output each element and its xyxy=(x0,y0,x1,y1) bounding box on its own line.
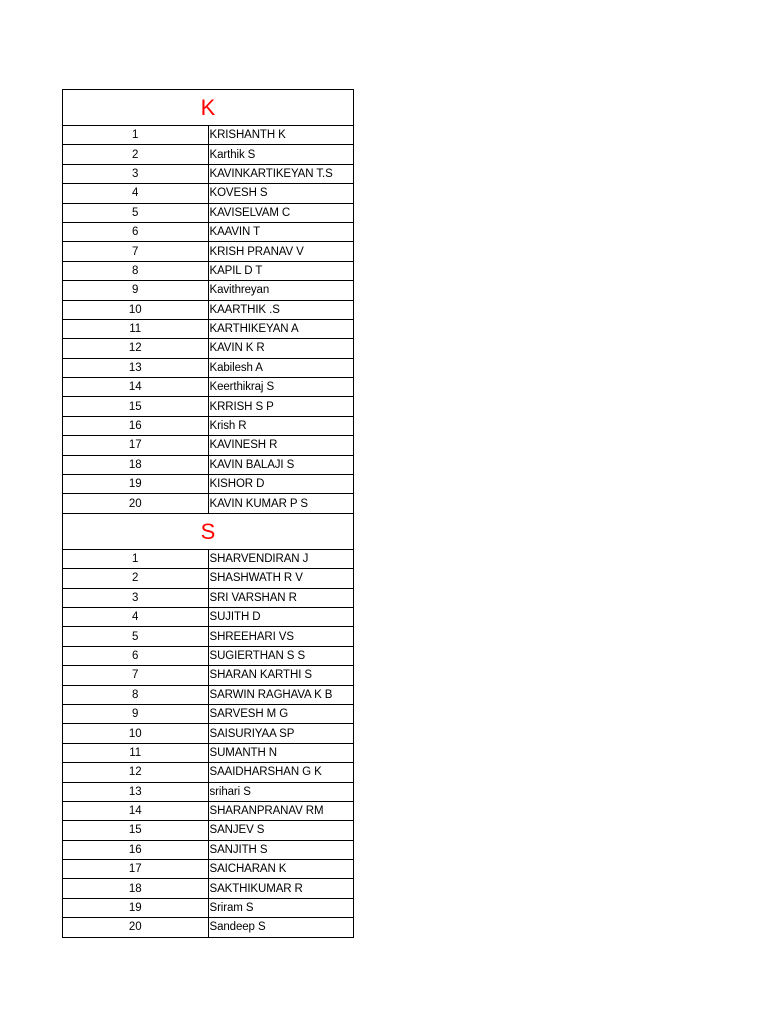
student-name: SARVESH M G xyxy=(208,704,354,723)
student-roster-table xyxy=(62,89,354,938)
student-name: KRISHANTH K xyxy=(208,126,354,145)
table-row xyxy=(63,724,354,743)
student-name: KARTHIKEYAN A xyxy=(208,319,354,338)
table-row xyxy=(63,319,354,338)
row-number: 6 xyxy=(63,222,209,241)
row-number: 17 xyxy=(63,436,209,455)
table-row xyxy=(63,782,354,801)
table-row xyxy=(63,821,354,840)
student-name: KAAVIN T xyxy=(208,222,354,241)
row-number: 3 xyxy=(63,588,209,607)
row-number: 7 xyxy=(63,666,209,685)
student-name: Keerthikraj S xyxy=(208,378,354,397)
row-number: 1 xyxy=(63,126,209,145)
table-row xyxy=(63,588,354,607)
student-name: KAVINKARTIKEYAN T.S xyxy=(208,164,354,183)
row-number: 7 xyxy=(63,242,209,261)
table-row xyxy=(63,898,354,917)
student-name: KAVIN BALAJI S xyxy=(208,455,354,474)
table-row xyxy=(63,455,354,474)
table-row xyxy=(63,685,354,704)
student-name: SHARAN KARTHI S xyxy=(208,666,354,685)
row-number: 11 xyxy=(63,743,209,762)
section-letter-heading: K xyxy=(63,90,354,126)
student-name: SUJITH D xyxy=(208,607,354,626)
row-number: 18 xyxy=(63,455,209,474)
row-number: 9 xyxy=(63,281,209,300)
table-row xyxy=(63,184,354,203)
student-name: Karthik S xyxy=(208,145,354,164)
table-row xyxy=(63,494,354,513)
table-row xyxy=(63,339,354,358)
table-row xyxy=(63,145,354,164)
student-name: KOVESH S xyxy=(208,184,354,203)
student-name: SAICHARAN K xyxy=(208,860,354,879)
table-row xyxy=(63,549,354,568)
table-row xyxy=(63,801,354,820)
table-row xyxy=(63,358,354,377)
student-name: SHREEHARI VS xyxy=(208,627,354,646)
table-row xyxy=(63,918,354,937)
table-row xyxy=(63,840,354,859)
section-letter-heading: S xyxy=(63,513,354,549)
table-row xyxy=(63,203,354,222)
row-number: 20 xyxy=(63,918,209,937)
student-name: SRI VARSHAN R xyxy=(208,588,354,607)
table-row xyxy=(63,281,354,300)
student-name: SUGIERTHAN S S xyxy=(208,646,354,665)
row-number: 18 xyxy=(63,879,209,898)
row-number: 6 xyxy=(63,646,209,665)
student-name: KRISH PRANAV V xyxy=(208,242,354,261)
row-number: 4 xyxy=(63,184,209,203)
table-row xyxy=(63,378,354,397)
table-row xyxy=(63,666,354,685)
row-number: 13 xyxy=(63,358,209,377)
table-row xyxy=(63,300,354,319)
row-number: 12 xyxy=(63,763,209,782)
student-name: SHARVENDIRAN J xyxy=(208,549,354,568)
table-row xyxy=(63,416,354,435)
student-name: SHARANPRANAV RM xyxy=(208,801,354,820)
student-name: SARWIN RAGHAVA K B xyxy=(208,685,354,704)
row-number: 12 xyxy=(63,339,209,358)
row-number: 14 xyxy=(63,801,209,820)
table-row xyxy=(63,126,354,145)
row-number: 8 xyxy=(63,685,209,704)
row-number: 11 xyxy=(63,319,209,338)
table-row xyxy=(63,397,354,416)
row-number: 3 xyxy=(63,164,209,183)
row-number: 10 xyxy=(63,724,209,743)
student-name: SAISURIYAA SP xyxy=(208,724,354,743)
student-name: KAVIN K R xyxy=(208,339,354,358)
row-number: 5 xyxy=(63,627,209,646)
student-name: KAVISELVAM C xyxy=(208,203,354,222)
student-name: Krish R xyxy=(208,416,354,435)
student-name: SAAIDHARSHAN G K xyxy=(208,763,354,782)
table-row xyxy=(63,860,354,879)
student-name: Sriram S xyxy=(208,898,354,917)
table-row xyxy=(63,763,354,782)
row-number: 5 xyxy=(63,203,209,222)
student-name: KISHOR D xyxy=(208,475,354,494)
student-name: SUMANTH N xyxy=(208,743,354,762)
student-name: SANJEV S xyxy=(208,821,354,840)
student-name: KAARTHIK .S xyxy=(208,300,354,319)
table-row xyxy=(63,607,354,626)
student-name: Kabilesh A xyxy=(208,358,354,377)
row-number: 1 xyxy=(63,549,209,568)
table-row xyxy=(63,743,354,762)
row-number: 16 xyxy=(63,840,209,859)
row-number: 19 xyxy=(63,898,209,917)
section-header-row xyxy=(63,513,354,549)
table-row xyxy=(63,569,354,588)
student-name: KAPIL D T xyxy=(208,261,354,280)
row-number: 17 xyxy=(63,860,209,879)
student-name: KAVINESH R xyxy=(208,436,354,455)
table-row xyxy=(63,879,354,898)
row-number: 8 xyxy=(63,261,209,280)
table-row xyxy=(63,164,354,183)
table-row xyxy=(63,627,354,646)
row-number: 9 xyxy=(63,704,209,723)
row-number: 13 xyxy=(63,782,209,801)
row-number: 2 xyxy=(63,569,209,588)
table-row xyxy=(63,704,354,723)
student-name: SAKTHIKUMAR R xyxy=(208,879,354,898)
row-number: 16 xyxy=(63,416,209,435)
row-number: 15 xyxy=(63,397,209,416)
row-number: 15 xyxy=(63,821,209,840)
row-number: 20 xyxy=(63,494,209,513)
row-number: 2 xyxy=(63,145,209,164)
table-row xyxy=(63,242,354,261)
student-name: KRRISH S P xyxy=(208,397,354,416)
student-name: Kavithreyan xyxy=(208,281,354,300)
row-number: 4 xyxy=(63,607,209,626)
student-name: Sandeep S xyxy=(208,918,354,937)
row-number: 10 xyxy=(63,300,209,319)
table-row xyxy=(63,222,354,241)
student-name: SHASHWATH R V xyxy=(208,569,354,588)
table-row xyxy=(63,261,354,280)
table-row xyxy=(63,475,354,494)
table-row xyxy=(63,436,354,455)
section-header-row xyxy=(63,90,354,126)
row-number: 14 xyxy=(63,378,209,397)
table-row xyxy=(63,646,354,665)
student-name: srihari S xyxy=(208,782,354,801)
roster-body xyxy=(63,90,354,938)
student-name: KAVIN KUMAR P S xyxy=(208,494,354,513)
row-number: 19 xyxy=(63,475,209,494)
student-name: SANJITH S xyxy=(208,840,354,859)
